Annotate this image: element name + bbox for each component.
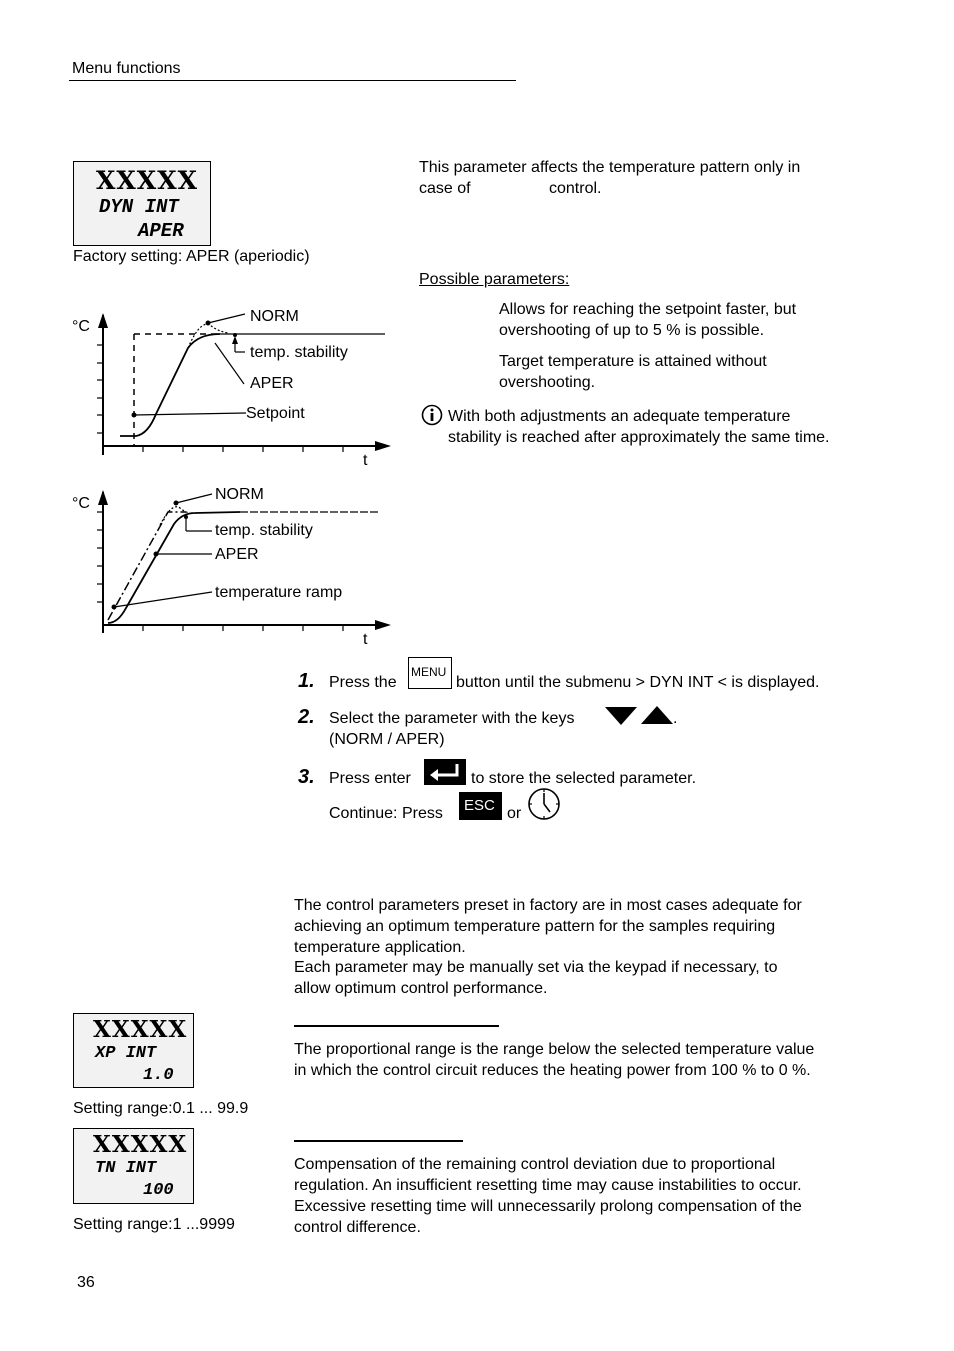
- d2-label-ramp: temperature ramp: [215, 584, 343, 601]
- esc-key-label: ESC: [464, 797, 495, 814]
- aper-desc-l2: overshooting.: [499, 374, 596, 391]
- display-line1: XXXXX: [93, 1016, 188, 1043]
- step3-text-a: Press enter: [329, 770, 411, 787]
- possible-params-heading: Possible parameters:: [419, 271, 570, 288]
- arrow-down-key-icon: [604, 706, 638, 726]
- info-l2: stability is reached after approximately the same time.: [448, 429, 830, 446]
- step3-number: 3.: [298, 766, 315, 788]
- xp-int-display: [73, 1013, 194, 1088]
- d1-label-stability: temp. stability: [250, 344, 348, 361]
- step2-text-a: Select the parameter with the keys: [329, 710, 575, 727]
- d2-ylabel: °C: [72, 495, 90, 512]
- xp-int-desc-l1: The proportional range is the range below the selected temperature value: [294, 1041, 815, 1058]
- d1-ylabel: °C: [72, 318, 90, 335]
- xp-int-desc-l2: in which the control circuit reduces the heating power from 100 % to 0 %.: [294, 1062, 811, 1079]
- step2-number: 2.: [298, 706, 315, 728]
- menu-key-label: MENU: [411, 665, 447, 679]
- header-rule: [69, 80, 516, 81]
- continue-text-a: Continue: Press: [329, 805, 443, 822]
- norm-desc-l1: Allows for reaching the setpoint faster, but: [499, 301, 797, 318]
- step1-text-a: Press the: [329, 674, 397, 691]
- page-number: 36: [77, 1274, 95, 1291]
- d2-xlabel: t: [363, 631, 368, 648]
- cp-l3: temperature application.: [294, 939, 466, 956]
- dyn-int-desc-l2a: case of: [419, 180, 471, 197]
- display-line2: DYN INT: [99, 196, 179, 218]
- display-line3: 100: [143, 1181, 174, 1200]
- diagram-ramp: [60, 480, 400, 650]
- step1-text-b: button until the submenu > DYN INT < is displayed.: [456, 674, 820, 691]
- tn-int-heading-rule: [294, 1140, 463, 1142]
- header-title: Menu functions: [72, 60, 181, 77]
- norm-desc-l2: overshooting of up to 5 % is possible.: [499, 322, 765, 339]
- d1-label-aper: APER: [250, 375, 294, 392]
- menu-key: [408, 657, 452, 689]
- tn-int-range: Setting range:1 ...9999: [73, 1216, 235, 1233]
- d1-label-setpoint: Setpoint: [246, 405, 305, 422]
- step2-text-c: (NORM / APER): [329, 731, 445, 748]
- display-line2: TN INT: [95, 1159, 157, 1178]
- arrow-up-key-icon: [640, 705, 674, 725]
- cp-l5: allow optimum control performance.: [294, 980, 548, 997]
- d2-label-stability: temp. stability: [215, 522, 313, 539]
- xp-int-heading-rule: [294, 1025, 499, 1027]
- dyn-int-desc-l2b: control.: [549, 180, 602, 197]
- enter-key-icon: [424, 759, 466, 785]
- tn-int-display: [73, 1128, 194, 1204]
- info-l1: With both adjustments an adequate temperature: [448, 408, 791, 425]
- cp-l1: The control parameters preset in factory are in most cases adequate for: [294, 897, 802, 914]
- tn-int-desc-l3: Excessive resetting time will unnecessarily prolong compensation of the: [294, 1198, 802, 1215]
- step1-number: 1.: [298, 670, 315, 692]
- tn-int-desc-l2: regulation. An insufficient resetting time may cause instabilities to occur.: [294, 1177, 802, 1194]
- display-line1: XXXXX: [93, 1131, 188, 1158]
- step2-text-b: .: [673, 710, 678, 727]
- display-line2: XP INT: [95, 1044, 157, 1063]
- esc-key: [459, 792, 502, 820]
- display-line1: XXXXX: [96, 166, 198, 195]
- factory-setting: Factory setting: APER (aperiodic): [73, 248, 310, 265]
- d1-label-norm: NORM: [250, 308, 299, 325]
- clock-icon: [527, 787, 561, 821]
- d2-label-norm: NORM: [215, 486, 264, 503]
- dyn-int-desc-l1: This parameter affects the temperature pattern only in: [419, 159, 801, 176]
- tn-int-desc-l1: Compensation of the remaining control deviation due to proportional: [294, 1156, 776, 1173]
- dyn-int-display: [73, 161, 211, 246]
- display-line3: 1.0: [143, 1066, 174, 1085]
- d2-label-aper: APER: [215, 546, 259, 563]
- continue-text-b: or: [507, 805, 522, 822]
- tn-int-desc-l4: control difference.: [294, 1219, 421, 1236]
- cp-l2: achieving an optimum temperature pattern for the samples requiring: [294, 918, 776, 935]
- aper-desc-l1: Target temperature is attained without: [499, 353, 767, 370]
- diagram-setpoint: [60, 300, 400, 475]
- xp-int-range: Setting range:0.1 ... 99.9: [73, 1100, 249, 1117]
- info-icon: [421, 404, 443, 426]
- d1-xlabel: t: [363, 452, 368, 469]
- display-line3: APER: [138, 220, 184, 242]
- step3-text-b: to store the selected parameter.: [471, 770, 697, 787]
- cp-l4: Each parameter may be manually set via the keypad if necessary, to: [294, 959, 778, 976]
